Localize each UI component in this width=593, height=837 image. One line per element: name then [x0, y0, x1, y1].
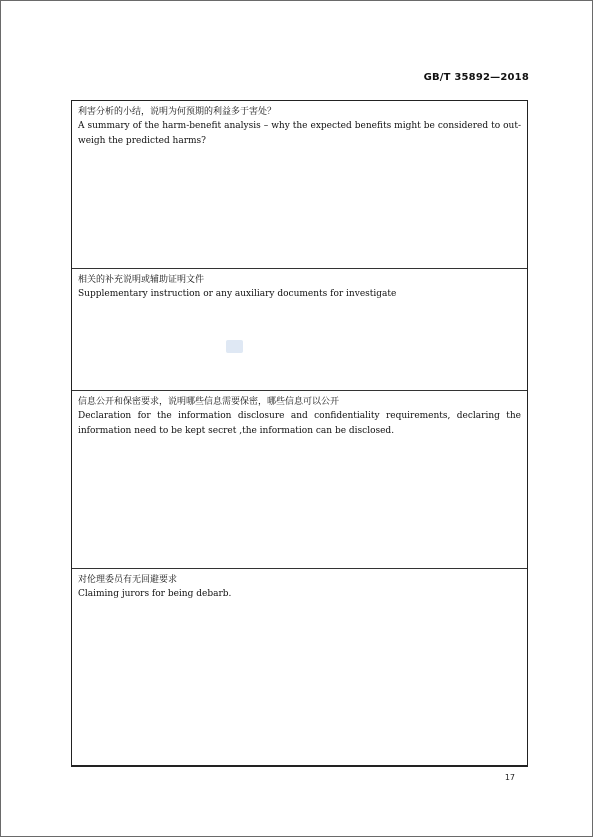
- section-title-cn: 对伦理委员有无回避要求: [78, 575, 178, 585]
- section-title-cn: 相关的补充说明或辅助证明文件: [78, 275, 205, 285]
- section-title-cn: 信息公开和保密要求，说明哪些信息需要保密，哪些信息可以公开: [78, 397, 340, 407]
- page-number: 17: [504, 773, 515, 782]
- section-title-en: Declaration for the information disclosure and confidentiality requirements, declaring the information need to be kept secret ,the information can be disclosed.: [78, 411, 521, 436]
- scan-smudge: [226, 340, 243, 353]
- section-title-en: Supplementary instruction or any auxiliary documents for investigate: [78, 289, 397, 299]
- supplementary-documents-section: [72, 269, 527, 391]
- section-title-en: Claiming jurors for being debarb.: [78, 589, 232, 599]
- section-title-en: A summary of the harm-benefit analysis – why the expected benefits might be considered to out-weigh the predicted harms?: [78, 121, 521, 146]
- form-table: [71, 100, 528, 767]
- disclosure-confidentiality-section: [72, 391, 527, 569]
- standard-code: GB/T 35892—2018: [423, 72, 529, 83]
- juror-recusal-section: [72, 569, 527, 765]
- harm-benefit-summary-section: [72, 101, 527, 269]
- section-title-cn: 利害分析的小结，说明为何预期的利益多于害处？: [78, 107, 277, 117]
